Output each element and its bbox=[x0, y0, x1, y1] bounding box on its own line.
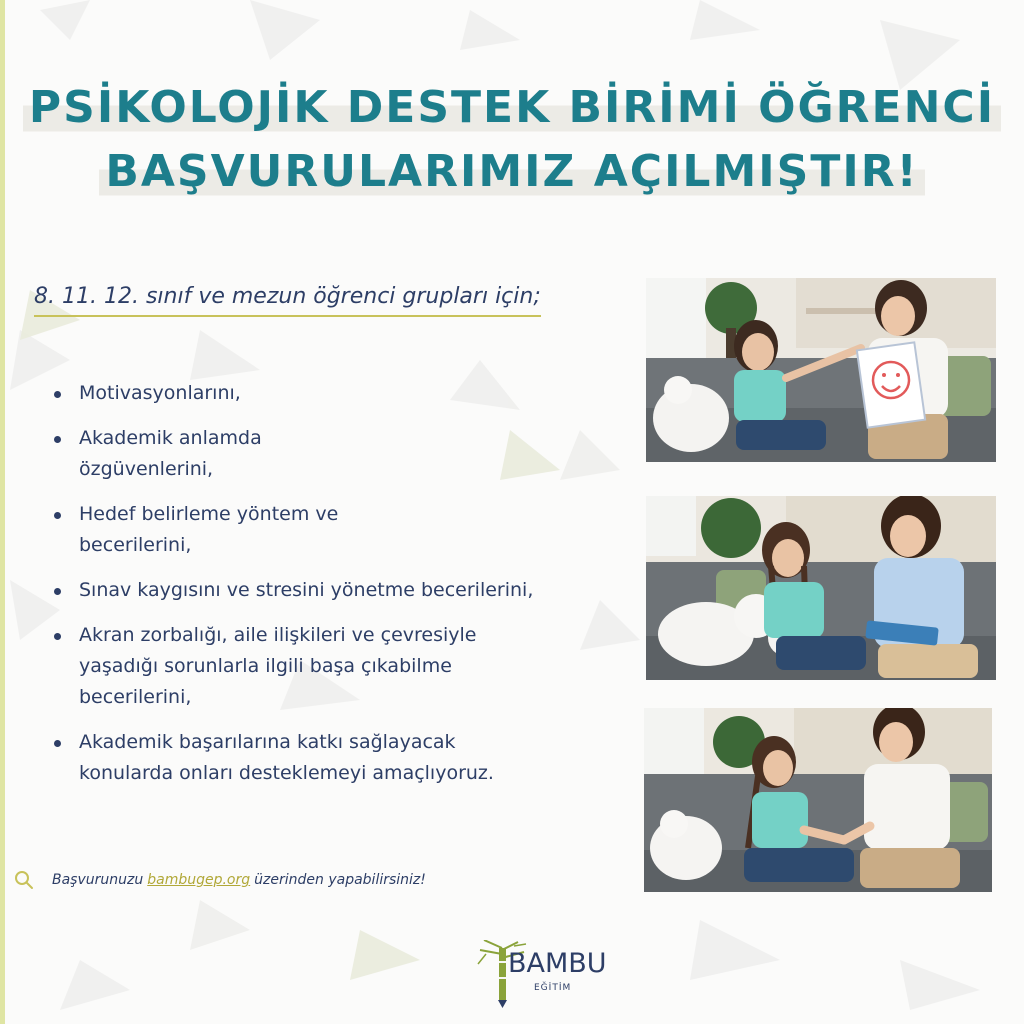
list-item-line: Akademik başarılarına katkı sağlayacak bbox=[79, 731, 456, 753]
list-item bbox=[52, 620, 612, 713]
list-item bbox=[52, 727, 612, 789]
counseling-photo-smiley-card bbox=[646, 278, 996, 462]
apply-suffix: üzerinden yapabilirsiniz! bbox=[254, 872, 426, 888]
counseling-photo-tablet bbox=[646, 496, 996, 680]
logo-name: BAMBU bbox=[508, 948, 607, 979]
goals-list bbox=[52, 378, 612, 803]
website-link[interactable]: bambugep.org bbox=[147, 872, 251, 888]
list-item bbox=[52, 575, 612, 606]
list-item-line: becerilerini, bbox=[79, 534, 192, 556]
list-item bbox=[52, 423, 612, 485]
list-item-line: Sınav kaygısını ve stresini yönetme becerilerini, bbox=[79, 579, 534, 601]
list-item-line: becerilerini, bbox=[79, 686, 192, 708]
logo-subtitle: EĞİTİM bbox=[534, 983, 572, 993]
bambu-logo bbox=[474, 940, 607, 1010]
list-item-line: özgüvenlerini, bbox=[79, 458, 214, 480]
list-item-line: yaşadığı sorunlarla ilgili başa çıkabilme bbox=[79, 655, 452, 677]
headline-line-2: BAŞVURULARIMIZ AÇILMIŞTIR! bbox=[99, 146, 924, 198]
list-item-line: Motivasyonlarını, bbox=[79, 382, 241, 404]
search-icon bbox=[14, 870, 34, 890]
list-item bbox=[52, 378, 612, 409]
list-item-line: Akademik anlamda bbox=[79, 427, 262, 449]
headline bbox=[0, 82, 1024, 198]
list-item-line: Hedef belirleme yöntem ve bbox=[79, 503, 339, 525]
list-item-line: Akran zorbalığı, aile ilişkileri ve çevresiyle bbox=[79, 624, 477, 646]
headline-line-1: PSİKOLOJİK DESTEK BİRİMİ ÖĞRENCİ bbox=[23, 82, 1001, 134]
apply-prefix: Başvurunuzu bbox=[52, 872, 144, 888]
counseling-photo-holding-hands bbox=[644, 708, 992, 892]
list-item bbox=[52, 499, 612, 561]
target-groups-subtitle: 8. 11. 12. sınıf ve mezun öğrenci grupları için; bbox=[34, 284, 541, 317]
list-item-line: konularda onları desteklemeyi amaçlıyoruz. bbox=[79, 762, 494, 784]
apply-note bbox=[14, 870, 426, 890]
